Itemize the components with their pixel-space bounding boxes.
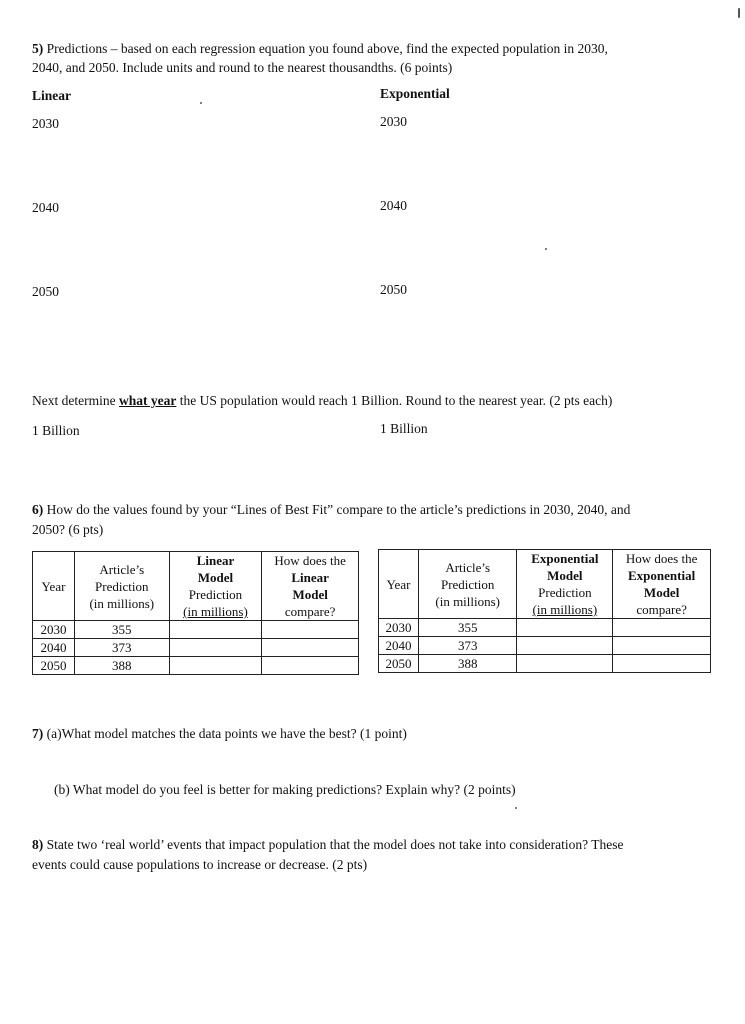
q5-text-line1: Predictions – based on each regression equation you found above, find the expected population in 2030, <box>46 41 608 56</box>
linear-row-year: 2050 <box>33 657 75 675</box>
linear-row-compare-answer[interactable] <box>262 639 359 657</box>
exp-table-header-compare: How does the Exponential Model compare? <box>613 550 711 619</box>
exp-table-header-model: Exponential Model Prediction (in millions) <box>517 550 613 619</box>
linear-row-model-answer[interactable] <box>169 639 262 657</box>
linear-year-2030: 2030 <box>32 116 59 131</box>
exp-row-model-answer[interactable] <box>517 637 613 655</box>
billion-prompt-pre: Next determine <box>32 393 119 408</box>
exp-row-article: 388 <box>418 655 517 673</box>
exponential-year-2030: 2030 <box>380 114 407 129</box>
scan-mark <box>738 8 740 18</box>
linear-row-year: 2040 <box>33 639 75 657</box>
linear-row-article: 355 <box>74 621 169 639</box>
exp-row-article: 355 <box>418 619 517 637</box>
linear-row-model-answer[interactable] <box>169 657 262 675</box>
q5-text-line2: 2040, and 2050. Include units and round to the nearest thousandths. (6 points) <box>32 60 453 75</box>
linear-comparison-table <box>32 551 359 675</box>
table-row <box>379 655 711 673</box>
exponential-billion-label: 1 Billion <box>380 421 428 436</box>
exp-row-model-answer[interactable] <box>517 619 613 637</box>
linear-row-year: 2030 <box>33 621 75 639</box>
exponential-heading: Exponential <box>380 86 450 101</box>
billion-prompt <box>32 393 612 409</box>
exp-row-compare-answer[interactable] <box>613 655 711 673</box>
q7-number: 7) <box>32 726 44 741</box>
q5-number: 5) <box>32 41 44 56</box>
table-row <box>33 639 359 657</box>
linear-row-article: 373 <box>74 639 169 657</box>
linear-row-compare-answer[interactable] <box>262 657 359 675</box>
scan-speck <box>545 248 547 250</box>
table-row <box>33 657 359 675</box>
exp-row-compare-answer[interactable] <box>613 619 711 637</box>
exp-row-model-answer[interactable] <box>517 655 613 673</box>
q6-prompt-line1 <box>32 500 630 520</box>
q8-text-line2: events could cause populations to increase or decrease. (2 pts) <box>32 857 368 872</box>
linear-billion-label: 1 Billion <box>32 423 80 438</box>
exp-row-year: 2040 <box>379 637 419 655</box>
table-row <box>379 619 711 637</box>
scan-speck <box>200 102 202 104</box>
q6-text-line2: 2050? (6 pts) <box>32 522 104 537</box>
exp-table-header-article: Article’s Prediction (in millions) <box>418 550 517 619</box>
linear-table-header-article: Article’s Prediction (in millions) <box>74 552 169 621</box>
linear-row-model-answer[interactable] <box>169 621 262 639</box>
exp-row-compare-answer[interactable] <box>613 637 711 655</box>
scan-speck <box>515 807 517 809</box>
linear-table-header-year: Year <box>33 552 75 621</box>
exponential-comparison-table <box>378 549 711 673</box>
q6-number: 6) <box>32 502 44 517</box>
billion-prompt-post: the US population would reach 1 Billion. Round to the nearest year. (2 pts each) <box>176 393 613 408</box>
exp-table-header-year: Year <box>379 550 419 619</box>
linear-row-compare-answer[interactable] <box>262 621 359 639</box>
exp-row-article: 373 <box>418 637 517 655</box>
linear-year-2040: 2040 <box>32 200 59 215</box>
exponential-year-2040: 2040 <box>380 198 407 213</box>
billion-prompt-emphasis: what year <box>118 393 177 408</box>
q8-text-line1: State two ‘real world’ events that impact population that the model does not take into consideration? These <box>46 837 624 852</box>
q7b-prompt: (b) What model do you feel is better for making predictions? Explain why? (2 points) <box>54 782 516 797</box>
linear-table-header-model: Linear Model Prediction (in millions) <box>169 552 262 621</box>
table-row <box>379 637 711 655</box>
exponential-year-2050: 2050 <box>380 282 407 297</box>
q8-number: 8) <box>32 837 44 852</box>
exp-row-year: 2030 <box>379 619 419 637</box>
q7a-prompt <box>32 726 407 742</box>
q6-text-line1: How do the values found by your “Lines of Best Fit” compare to the article’s predictions in 2030, 2040, and <box>46 502 631 517</box>
linear-heading: Linear <box>32 88 71 103</box>
table-row <box>33 621 359 639</box>
linear-table-header-compare: How does the Linear Model compare? <box>262 552 359 621</box>
q8-prompt-line1 <box>32 835 623 855</box>
q7a-text: (a)What model matches the data points we have the best? (1 point) <box>46 726 407 741</box>
exp-row-year: 2050 <box>379 655 419 673</box>
linear-year-2050: 2050 <box>32 284 59 299</box>
q5-prompt-line1 <box>32 39 608 59</box>
linear-row-article: 388 <box>74 657 169 675</box>
